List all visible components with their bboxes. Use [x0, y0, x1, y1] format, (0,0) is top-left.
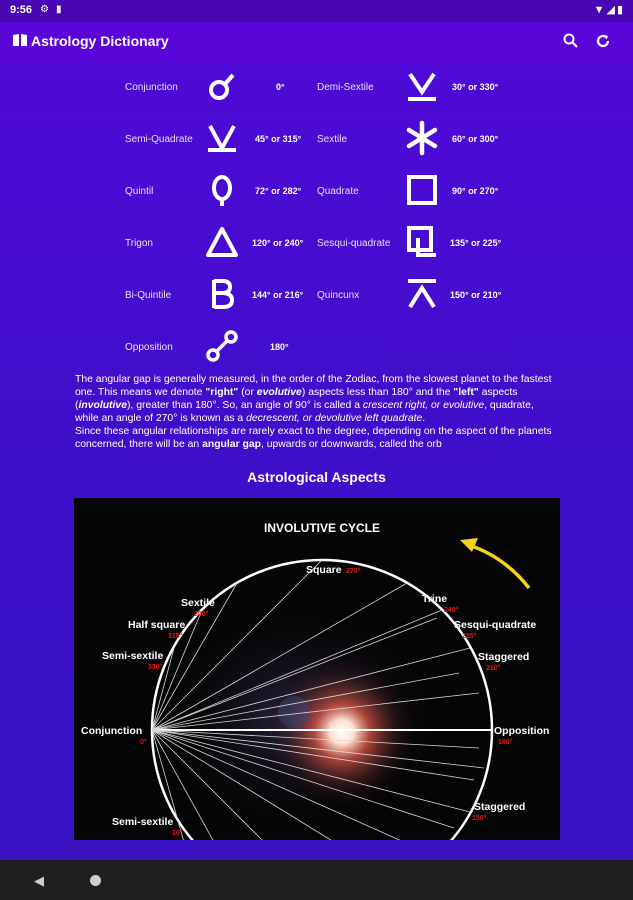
diagram-degree: 30°	[172, 830, 183, 837]
home-icon[interactable]	[90, 875, 101, 886]
aspect-row	[0, 220, 633, 272]
diagram-title: INVOLUTIVE CYCLE	[264, 521, 381, 535]
book-icon	[12, 33, 28, 47]
aspect-degrees: 0°	[276, 82, 285, 92]
aspect-row	[0, 116, 633, 168]
diagram-degree: 300°	[194, 611, 209, 618]
cycle-svg	[74, 498, 560, 840]
diagram-degree: 225°	[462, 633, 477, 640]
wifi-icon: ▼	[593, 4, 607, 16]
aspect-degrees: 90° or 270°	[452, 186, 499, 196]
diagram-label: Staggered	[474, 801, 526, 813]
aspects-table	[0, 62, 633, 362]
status-icons	[594, 3, 625, 16]
settings-icon: ⚙	[40, 4, 49, 15]
battery-icon: ▮	[616, 4, 625, 16]
aspect-degrees: 144° or 216°	[252, 290, 304, 300]
bi-quintile-icon	[204, 276, 240, 312]
aspect-degrees: 30° or 330°	[452, 82, 499, 92]
status-time: 9:56	[10, 4, 33, 16]
aspect-degrees: 60° or 300°	[452, 134, 499, 144]
aspect-degrees: 120° or 240°	[252, 238, 304, 248]
aspect-degrees: 180°	[270, 342, 289, 352]
demi-sextile-icon	[404, 68, 440, 104]
aspect-name: Opposition	[125, 342, 173, 353]
diagram-degree: 330°	[148, 664, 163, 671]
quadrate-icon	[404, 172, 440, 208]
diagram-degree: 0°	[140, 739, 147, 746]
quintile-icon	[204, 172, 240, 208]
diagram-degree: 180°	[498, 739, 513, 746]
aspect-row	[0, 64, 633, 116]
aspect-degrees: 135° or 225°	[450, 238, 502, 248]
aspect-degrees: 45° or 315°	[255, 134, 302, 144]
main-content	[0, 62, 633, 840]
diagram-label: Square	[306, 564, 342, 576]
app-bar	[0, 22, 633, 62]
aspect-row	[0, 272, 633, 324]
diagram-label: Semi-sextile	[102, 650, 164, 662]
diagram-degree: 240°	[444, 607, 459, 614]
diagram-label: Semi-sextile	[112, 816, 174, 828]
sextile-icon	[404, 120, 440, 156]
diagram-degree: 150°	[472, 815, 487, 822]
diagram-label: Trine	[422, 593, 448, 605]
diagram-label: Staggered	[478, 651, 530, 663]
aspect-name: Bi-Quintile	[125, 290, 172, 301]
diagram-label: Opposition	[494, 725, 550, 737]
involutive-cycle-diagram	[74, 498, 560, 840]
aspect-row	[0, 168, 633, 220]
back-icon[interactable]: ◀	[34, 873, 44, 888]
conjunction-icon	[204, 68, 240, 104]
paragraph-orb: Since these angular relationships are rarely exact to the degree, depending on the aspect of the planets concerned, there will be an angular gap, upwards or downwards, called the orb	[75, 426, 552, 451]
aspect-name: Conjunction	[125, 82, 178, 93]
diagram-label: Sesqui-quadrate	[454, 619, 537, 631]
diagram-label: Sextile	[181, 597, 215, 609]
diagram-label: Conjunction	[81, 725, 143, 737]
diagram-label: Half square	[128, 619, 186, 631]
aspect-name: Quincunx	[317, 290, 360, 301]
signal-icon: ◢	[606, 4, 617, 16]
semi-quadrate-icon	[204, 120, 240, 156]
diagram-degree: 210°	[486, 665, 501, 672]
app-title: Astrology Dictionary	[31, 33, 169, 49]
diagram-degree: 270°	[346, 568, 361, 575]
aspect-name: Quintil	[125, 186, 154, 197]
section-title: Astrological Aspects	[247, 469, 386, 485]
aspect-name: Trigon	[125, 238, 153, 249]
sesqui-quadrate-icon	[404, 224, 440, 260]
search-icon[interactable]	[562, 32, 580, 50]
description-text	[75, 373, 560, 452]
diagram-degree: 315°	[168, 633, 183, 640]
refresh-icon[interactable]	[594, 32, 612, 50]
opposition-icon	[204, 328, 240, 364]
aspect-degrees: 150° or 210°	[450, 290, 502, 300]
aspect-degrees: 72° or 282°	[255, 186, 302, 196]
aspect-name: Sextile	[317, 134, 348, 145]
aspect-row	[0, 324, 633, 376]
quincunx-icon	[404, 276, 440, 312]
aspect-name: Semi-Quadrate	[125, 134, 193, 145]
status-bar	[0, 0, 633, 22]
trigon-icon	[204, 224, 240, 260]
paragraph-orb-measure: The angular gap is generally measured, in the order of the Zodiac, from the slowest planet to the fastest one. This means we denote "right" (or evolutive) aspects less than 180° and the "left" aspects (involutive), greater than 180°. So, an angle of 90° is called a crescent right, or evolutive, quadrate, while an angle of 270° is known as a decrescent, or devolutive left quadrate.	[75, 374, 552, 425]
aspect-name: Demi-Sextile	[317, 82, 374, 93]
system-nav-bar	[0, 860, 633, 900]
aspect-name: Sesqui-quadrate	[317, 238, 391, 249]
aspect-name: Quadrate	[317, 186, 359, 197]
bottom-spacer	[0, 840, 633, 860]
sd-card-icon: ▮	[56, 4, 62, 15]
